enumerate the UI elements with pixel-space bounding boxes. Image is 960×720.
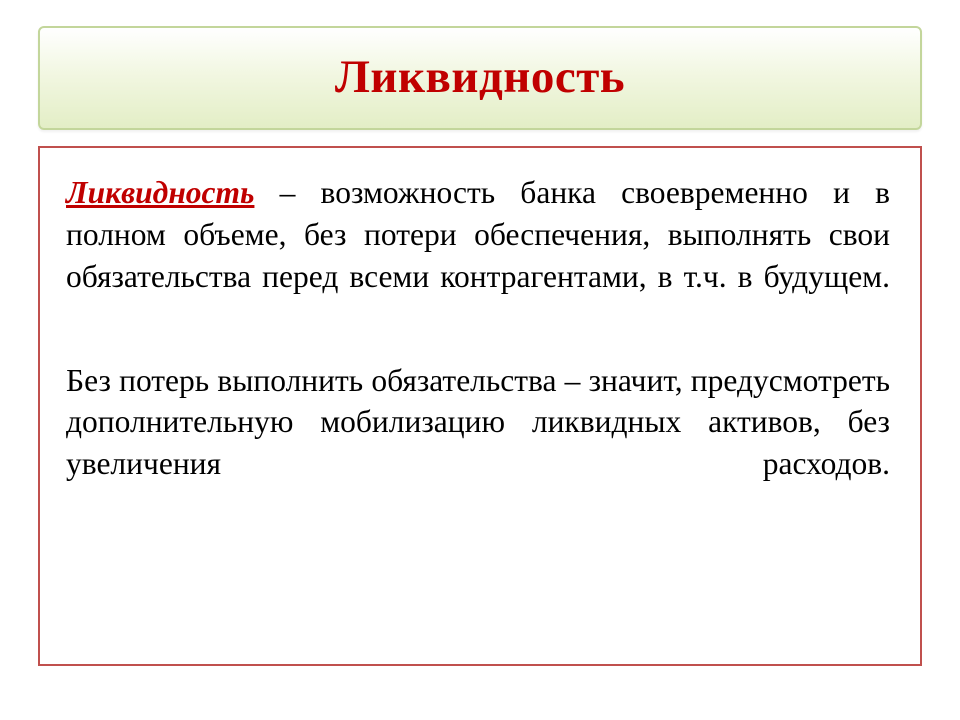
title-box — [38, 26, 922, 130]
definition-text: – возможность банка своевременно и в полном объеме, без потери обеспечения, выполнять свои обязательства перед всеми контрагентами, в т.ч. в будущем. — [66, 175, 890, 294]
definition-paragraph — [66, 172, 890, 340]
body-content-box — [38, 146, 922, 666]
highlighted-term: Ликвидность — [66, 175, 255, 210]
explanation-paragraph: Без потерь выполнить обязательства – значит, предусмотреть дополнительную мобилизацию ликвидных активов, без увеличения расходов. — [66, 362, 890, 482]
page-title: Ликвидность — [334, 51, 626, 104]
